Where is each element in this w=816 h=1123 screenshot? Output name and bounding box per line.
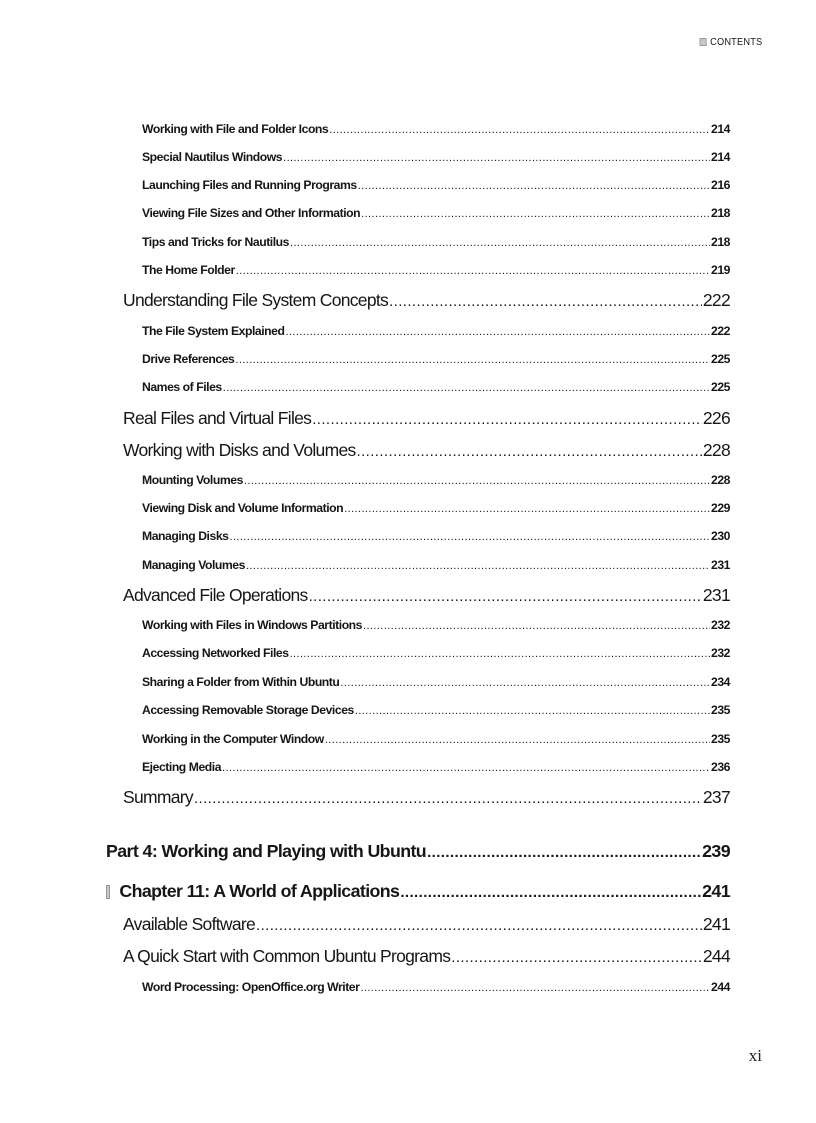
toc-entry-page: 244 (711, 980, 730, 994)
leader-dots (223, 382, 710, 394)
toc-entry-page: 214 (711, 122, 730, 136)
leader-dots (360, 982, 710, 994)
toc-entry-title: Available Software (123, 914, 256, 934)
leader-dots (194, 790, 702, 807)
toc-section[interactable] (123, 290, 730, 311)
toc-entry[interactable] (142, 263, 730, 277)
toc-entry-title: Real Files and Virtual Files (123, 408, 312, 428)
toc-entry-title: Special Nautilus Windows (142, 150, 283, 164)
leader-dots (329, 124, 710, 136)
toc-entry[interactable] (142, 675, 730, 689)
toc-entry-page: 234 (711, 675, 730, 689)
leader-dots (244, 475, 710, 487)
toc-section[interactable] (123, 946, 730, 967)
toc-section[interactable] (123, 914, 730, 935)
toc-entry-page: 219 (711, 263, 730, 277)
toc-entry-page: 225 (711, 352, 730, 366)
leader-dots (451, 949, 702, 966)
toc-entry[interactable] (142, 618, 730, 632)
leader-dots (246, 560, 710, 572)
toc-entry-page: 239 (702, 841, 730, 861)
leader-dots (355, 705, 710, 717)
toc-entry-title: Accessing Networked Files (142, 646, 289, 660)
toc-entry[interactable] (142, 235, 730, 249)
toc-entry-page: 230 (711, 529, 730, 543)
toc-entry-page: 222 (711, 324, 730, 338)
leader-dots (309, 588, 702, 605)
toc-entry-page: 228 (711, 473, 730, 487)
toc-entry-page: 216 (711, 178, 730, 192)
toc-entry[interactable] (142, 558, 730, 572)
running-head (699, 36, 762, 48)
toc-entry-title: Understanding File System Concepts (123, 290, 389, 310)
toc-entry-page: 241 (702, 881, 730, 901)
toc-chapter[interactable] (106, 881, 730, 902)
toc-entry[interactable] (142, 732, 730, 746)
leader-dots (358, 180, 710, 192)
toc-entry-title: Drive References (142, 352, 235, 366)
toc-section[interactable] (123, 440, 730, 461)
toc-entry-title: Tips and Tricks for Nautilus (142, 235, 290, 249)
toc-entry-page: 232 (711, 618, 730, 632)
leader-dots (427, 844, 701, 861)
toc-entry[interactable] (142, 206, 730, 220)
toc-entry[interactable] (142, 501, 730, 515)
toc-entry-title: Ejecting Media (142, 760, 222, 774)
leader-dots (400, 884, 701, 901)
toc-entry-title: Working with Files in Windows Partitions (142, 618, 363, 632)
toc-entry-page: 244 (702, 946, 730, 966)
toc-entry-page: 232 (711, 646, 730, 660)
toc-entry[interactable] (142, 646, 730, 660)
leader-dots (363, 620, 710, 632)
running-head-label: CONTENTS (709, 36, 762, 48)
toc-entry-title: Sharing a Folder from Within Ubuntu (142, 675, 340, 689)
toc-entry-title: Working with File and Folder Icons (142, 122, 329, 136)
toc-entry-title: A Quick Start with Common Ubuntu Programs (123, 946, 451, 966)
toc-entry-title: Mounting Volumes (142, 473, 243, 487)
toc-entry-title: Working in the Computer Window (142, 732, 324, 746)
leader-dots (256, 917, 702, 934)
toc-entry-page: 231 (702, 585, 730, 605)
leader-dots (283, 152, 710, 164)
toc-entry-title: Accessing Removable Storage Devices (142, 703, 354, 717)
toc-entry-page: 218 (711, 206, 730, 220)
leader-dots (389, 293, 702, 310)
toc-entry-title: Managing Disks (142, 529, 229, 543)
toc-entry[interactable] (142, 529, 730, 543)
toc-entry-title: Part 4: Working and Playing with Ubuntu (106, 841, 427, 861)
toc-entry[interactable] (142, 324, 730, 338)
toc-entry[interactable] (142, 703, 730, 717)
toc-entry-title: Word Processing: OpenOffice.org Writer (142, 980, 360, 994)
toc-entry-title: The File System Explained (142, 324, 285, 338)
toc-entry[interactable] (142, 760, 730, 774)
toc-entry-page: 229 (711, 501, 730, 515)
toc-entry-title: Chapter 11: A World of Applications (119, 881, 400, 901)
toc-entry-title: Working with Disks and Volumes (123, 440, 356, 460)
toc-entry-title: Launching Files and Running Programs (142, 178, 357, 192)
leader-dots (236, 265, 710, 277)
toc-entry-page: 237 (702, 787, 730, 807)
leader-dots (290, 648, 710, 660)
toc-entry[interactable] (142, 122, 730, 136)
square-bullet-icon (106, 885, 110, 899)
toc-entry-title: Managing Volumes (142, 558, 245, 572)
leader-dots (229, 531, 710, 543)
leader-dots (312, 411, 702, 428)
leader-dots (361, 208, 710, 220)
toc-part[interactable] (106, 841, 730, 862)
leader-dots (290, 237, 710, 249)
leader-dots (286, 326, 711, 338)
toc-entry[interactable] (142, 352, 730, 366)
leader-dots (340, 677, 710, 689)
toc-entry[interactable] (142, 178, 730, 192)
toc-entry[interactable] (142, 380, 730, 394)
leader-dots (357, 443, 702, 460)
square-bullet-icon (699, 38, 706, 46)
toc-entry-page: 225 (711, 380, 730, 394)
toc-entry[interactable] (142, 473, 730, 487)
toc-entry-page: 235 (711, 703, 730, 717)
toc-entry-page: 226 (702, 408, 730, 428)
toc-entry-title: Names of Files (142, 380, 222, 394)
toc-entry-page: 241 (702, 914, 730, 934)
toc-entry-title: Advanced File Operations (123, 585, 308, 605)
toc-section[interactable] (123, 787, 730, 808)
page-number: xi (748, 1046, 762, 1065)
toc-section[interactable] (123, 585, 730, 606)
leader-dots (344, 503, 710, 515)
toc-entry-title: The Home Folder (142, 263, 235, 277)
leader-dots (325, 734, 710, 746)
toc-entry-page: 228 (702, 440, 730, 460)
toc-entry-page: 235 (711, 732, 730, 746)
toc-entry-page: 218 (711, 235, 730, 249)
toc-entry-title: Summary (123, 787, 193, 807)
toc-entry-page: 236 (711, 760, 730, 774)
toc-entry-page: 231 (711, 558, 730, 572)
toc-entry-page: 222 (702, 290, 730, 310)
toc-entry[interactable] (142, 980, 730, 994)
toc-entry-title: Viewing Disk and Volume Information (142, 501, 344, 515)
leader-dots (235, 354, 710, 366)
toc-entry-title: Viewing File Sizes and Other Information (142, 206, 361, 220)
leader-dots (222, 762, 710, 774)
toc-entry[interactable] (142, 150, 730, 164)
toc-entry-page: 214 (711, 150, 730, 164)
toc-section[interactable] (123, 408, 730, 429)
